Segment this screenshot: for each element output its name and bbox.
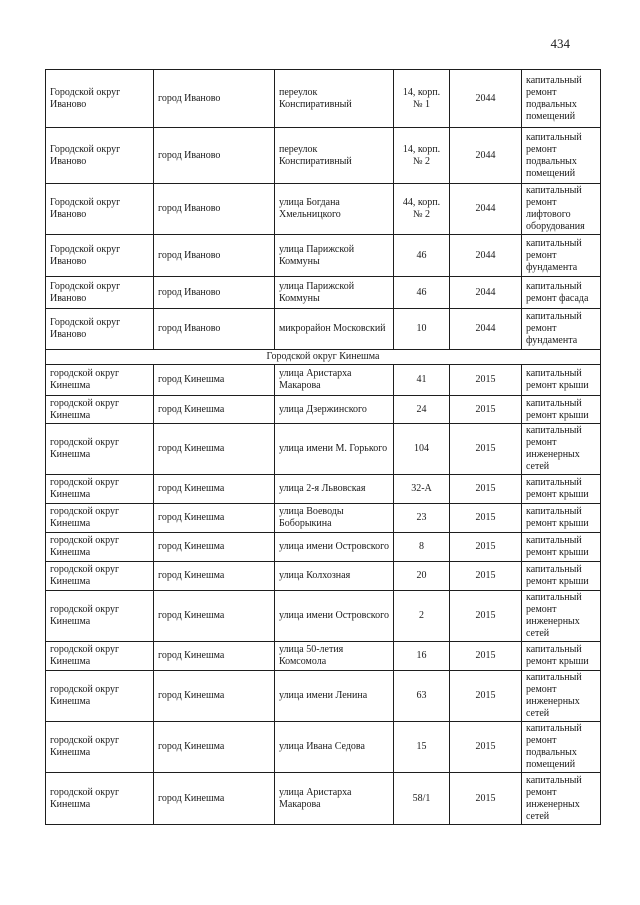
work-type-cell: капитальный ремонт инженерных сетей <box>522 424 601 475</box>
year-cell: 2015 <box>450 722 522 773</box>
house-cell: 14, корп. № 1 <box>394 70 450 128</box>
table-row <box>46 184 601 235</box>
work-type-cell: капитальный ремонт инженерных сетей <box>522 773 601 825</box>
gorod-cell: город Иваново <box>154 184 275 235</box>
okrug-cell: городской округ Кинешма <box>46 642 154 671</box>
house-cell: 15 <box>394 722 450 773</box>
table-row <box>46 671 601 722</box>
work-type-cell: капитальный ремонт подвальных помещений <box>522 722 601 773</box>
gorod-cell: город Кинешма <box>154 722 275 773</box>
table-row <box>46 277 601 309</box>
work-type-cell: капитальный ремонт фундамента <box>522 309 601 350</box>
street-cell: улица Колхозная <box>275 562 394 591</box>
page-number: 434 <box>550 36 570 51</box>
street-cell: улица имени Островского <box>275 533 394 562</box>
gorod-cell: город Иваново <box>154 235 275 277</box>
work-type-cell: капитальный ремонт крыши <box>522 365 601 396</box>
gorod-cell: город Кинешма <box>154 562 275 591</box>
house-cell: 10 <box>394 309 450 350</box>
okrug-cell: городской округ Кинешма <box>46 722 154 773</box>
year-cell: 2015 <box>450 533 522 562</box>
work-type-cell: капитальный ремонт инженерных сетей <box>522 591 601 642</box>
year-cell: 2015 <box>450 396 522 424</box>
work-type-cell: капитальный ремонт инженерных сетей <box>522 671 601 722</box>
okrug-cell: Городской округ Иваново <box>46 309 154 350</box>
table-row <box>46 533 601 562</box>
house-cell: 24 <box>394 396 450 424</box>
house-cell: 20 <box>394 562 450 591</box>
street-cell: переулок Конспиративный <box>275 128 394 184</box>
table-row <box>46 504 601 533</box>
okrug-cell: Городской округ Иваново <box>46 128 154 184</box>
street-cell: микрорайон Московский <box>275 309 394 350</box>
okrug-cell: городской округ Кинешма <box>46 562 154 591</box>
gorod-cell: город Иваново <box>154 128 275 184</box>
gorod-cell: город Кинешма <box>154 424 275 475</box>
okrug-cell: Городской округ Иваново <box>46 70 154 128</box>
okrug-cell: городской округ Кинешма <box>46 671 154 722</box>
year-cell: 2015 <box>450 475 522 504</box>
house-cell: 2 <box>394 591 450 642</box>
okrug-cell: городской округ Кинешма <box>46 591 154 642</box>
street-cell: улица Ивана Седова <box>275 722 394 773</box>
okrug-cell: Городской округ Иваново <box>46 277 154 309</box>
group-row <box>46 350 601 365</box>
year-cell: 2015 <box>450 671 522 722</box>
gorod-cell: город Кинешма <box>154 504 275 533</box>
table-row <box>46 309 601 350</box>
year-cell: 2015 <box>450 365 522 396</box>
street-cell: улица имени Островского <box>275 591 394 642</box>
house-cell: 46 <box>394 277 450 309</box>
table-row <box>46 235 601 277</box>
work-type-cell: капитальный ремонт крыши <box>522 504 601 533</box>
work-type-cell: капитальный ремонт крыши <box>522 396 601 424</box>
gorod-cell: город Кинешма <box>154 671 275 722</box>
table-row <box>46 722 601 773</box>
table-row <box>46 70 601 128</box>
year-cell: 2044 <box>450 309 522 350</box>
house-cell: 23 <box>394 504 450 533</box>
work-type-cell: капитальный ремонт крыши <box>522 562 601 591</box>
street-cell: улица Дзержинского <box>275 396 394 424</box>
okrug-cell: городской округ Кинешма <box>46 773 154 825</box>
okrug-cell: городской округ Кинешма <box>46 475 154 504</box>
gorod-cell: город Кинешма <box>154 591 275 642</box>
street-cell: улица Парижской Коммуны <box>275 277 394 309</box>
street-cell: улица Аристарха Макарова <box>275 365 394 396</box>
house-cell: 104 <box>394 424 450 475</box>
work-type-cell: капитальный ремонт фундамента <box>522 235 601 277</box>
table-row <box>46 396 601 424</box>
year-cell: 2015 <box>450 591 522 642</box>
year-cell: 2015 <box>450 424 522 475</box>
table-row <box>46 128 601 184</box>
street-cell: улица 50-летия Комсомола <box>275 642 394 671</box>
table-row <box>46 773 601 825</box>
house-cell: 58/1 <box>394 773 450 825</box>
okrug-cell: городской округ Кинешма <box>46 504 154 533</box>
gorod-cell: город Иваново <box>154 70 275 128</box>
gorod-cell: город Кинешма <box>154 642 275 671</box>
year-cell: 2015 <box>450 642 522 671</box>
okrug-cell: городской округ Кинешма <box>46 533 154 562</box>
gorod-cell: город Иваново <box>154 277 275 309</box>
street-cell: улица Воеводы Боборыкина <box>275 504 394 533</box>
gorod-cell: город Кинешма <box>154 533 275 562</box>
table-row <box>46 642 601 671</box>
house-cell: 63 <box>394 671 450 722</box>
house-cell: 44, корп. № 2 <box>394 184 450 235</box>
year-cell: 2044 <box>450 70 522 128</box>
house-cell: 46 <box>394 235 450 277</box>
house-cell: 14, корп. № 2 <box>394 128 450 184</box>
house-cell: 16 <box>394 642 450 671</box>
work-type-cell: капитальный ремонт фасада <box>522 277 601 309</box>
gorod-cell: город Кинешма <box>154 773 275 825</box>
okrug-cell: Городской округ Иваново <box>46 235 154 277</box>
gorod-cell: город Кинешма <box>154 396 275 424</box>
street-cell: улица 2-я Львовская <box>275 475 394 504</box>
okrug-cell: городской округ Кинешма <box>46 365 154 396</box>
year-cell: 2044 <box>450 128 522 184</box>
year-cell: 2044 <box>450 277 522 309</box>
house-cell: 32-А <box>394 475 450 504</box>
table-row <box>46 424 601 475</box>
work-type-cell: капитальный ремонт подвальных помещений <box>522 70 601 128</box>
okrug-cell: Городской округ Иваново <box>46 184 154 235</box>
year-cell: 2044 <box>450 184 522 235</box>
year-cell: 2015 <box>450 504 522 533</box>
work-type-cell: капитальный ремонт крыши <box>522 533 601 562</box>
year-cell: 2044 <box>450 235 522 277</box>
street-cell: улица имени М. Горького <box>275 424 394 475</box>
table-row <box>46 365 601 396</box>
group-title: Городской округ Кинешма <box>46 350 601 365</box>
street-cell: улица Парижской Коммуны <box>275 235 394 277</box>
work-type-cell: капитальный ремонт подвальных помещений <box>522 128 601 184</box>
street-cell: улица имени Ленина <box>275 671 394 722</box>
year-cell: 2015 <box>450 773 522 825</box>
registry-body <box>46 70 601 825</box>
street-cell: улица Богдана Хмельницкого <box>275 184 394 235</box>
gorod-cell: город Кинешма <box>154 365 275 396</box>
table-row <box>46 562 601 591</box>
gorod-cell: город Иваново <box>154 309 275 350</box>
street-cell: переулок Конспиративный <box>275 70 394 128</box>
table-row <box>46 591 601 642</box>
table-row <box>46 475 601 504</box>
street-cell: улица Аристарха Макарова <box>275 773 394 825</box>
work-type-cell: капитальный ремонт крыши <box>522 475 601 504</box>
year-cell: 2015 <box>450 562 522 591</box>
gorod-cell: город Кинешма <box>154 475 275 504</box>
work-type-cell: капитальный ремонт крыши <box>522 642 601 671</box>
work-type-cell: капитальный ремонт лифтового оборудования <box>522 184 601 235</box>
okrug-cell: городской округ Кинешма <box>46 424 154 475</box>
repair-registry-table <box>45 69 601 825</box>
okrug-cell: городской округ Кинешма <box>46 396 154 424</box>
house-cell: 8 <box>394 533 450 562</box>
house-cell: 41 <box>394 365 450 396</box>
